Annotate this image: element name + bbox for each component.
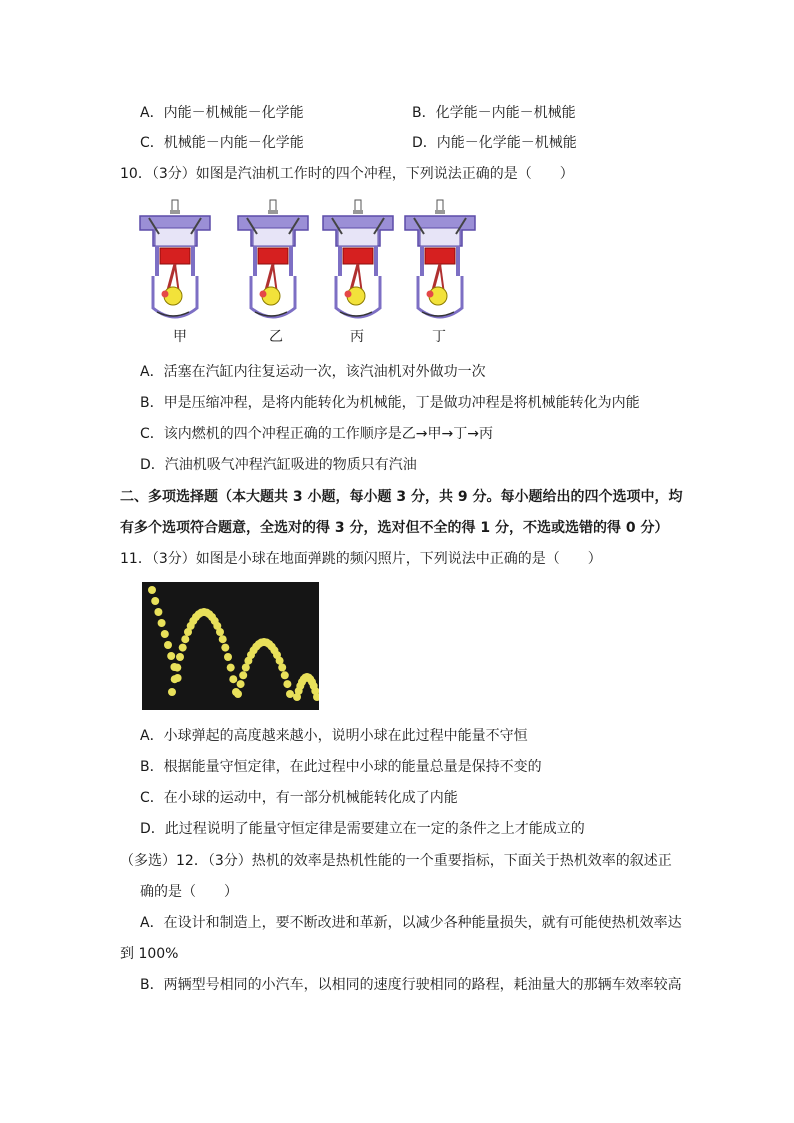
ball-image [234, 690, 242, 698]
ball-image [227, 664, 235, 672]
ball-image [173, 664, 181, 672]
ball-image [179, 644, 187, 652]
ball-image [237, 680, 245, 688]
ball-image [278, 664, 286, 672]
q12-option-a-line2: 到 100% [120, 946, 179, 962]
q10-option-d: D．汽油机吸气冲程汽缸吸进的物质只有汽油 [140, 457, 417, 473]
stroke-label-ding: 丁 [432, 329, 446, 345]
ball-image [176, 653, 184, 661]
ball-image [151, 597, 159, 605]
stroke-label-yi: 乙 [269, 329, 283, 345]
q12-option-b: B．两辆型号相同的小汽车，以相同的速度行驶相同的路程，耗油量大的那辆车效率较高 [140, 977, 682, 993]
ball-image [219, 635, 227, 643]
engine-stroke-ding [405, 200, 475, 317]
q9-option-d: D．内能－化学能－机械能 [412, 135, 577, 151]
q12-stem-line2: 确的是（ ） [140, 884, 238, 900]
q11-option-c: C．在小球的运动中，有一部分机械能转化成了内能 [140, 790, 458, 806]
engine-strokes-figure [135, 198, 480, 348]
ball-image [154, 608, 162, 616]
ball-image [283, 680, 291, 688]
ball-image [224, 653, 232, 661]
ball-image [171, 675, 179, 683]
ball-image [281, 671, 289, 679]
section2-heading-line1: 二、多项选择题（本大题共 3 小题，每小题 3 分，共 9 分。每小题给出的四个选项中，均 [120, 489, 683, 505]
bouncing-ball-photo [142, 582, 319, 710]
ball-image [216, 628, 224, 636]
stroke-label-jia: 甲 [173, 329, 187, 345]
q10-stem: 10．（3分）如图是汽油机工作时的四个冲程，下列说法正确的是（ ） [120, 166, 574, 182]
ball-image [286, 690, 294, 698]
engine-stroke-yi [238, 200, 308, 317]
section2-heading-line2: 有多个选项符合题意，全选对的得 3 分，选对但不全的得 1 分，不选或选错的得 0 分） [120, 520, 669, 536]
q11-option-a: A．小球弹起的高度越来越小，说明小球在此过程中能量不守恒 [140, 728, 528, 744]
engine-stroke-bing [323, 200, 393, 317]
q12-option-a-line1: A．在设计和制造上，要不断改进和革新，以减少各种能量损失，就有可能使热机效率达 [140, 915, 682, 931]
ball-image [229, 675, 237, 683]
q11-option-b: B．根据能量守恒定律，在此过程中小球的能量总量是保持不变的 [140, 759, 542, 775]
ball-image [168, 688, 176, 696]
ball-image [148, 586, 156, 594]
ball-image [221, 644, 229, 652]
ball-image [161, 630, 169, 638]
ball-image [158, 619, 166, 627]
ball-image [239, 671, 247, 679]
q9-option-a: A．内能－机械能－化学能 [140, 105, 304, 121]
q9-option-c: C．机械能－内能－化学能 [140, 135, 304, 151]
q11-option-d: D．此过程说明了能量守恒定律是需要建立在一定的条件之上才能成立的 [140, 821, 585, 837]
ball-image [164, 641, 172, 649]
q10-option-a: A．活塞在汽缸内往复运动一次，该汽油机对外做功一次 [140, 364, 486, 380]
ball-image [242, 664, 250, 672]
engine-stroke-jia [140, 200, 210, 317]
ball-image [167, 652, 175, 660]
q9-option-b: B．化学能－内能－机械能 [412, 105, 576, 121]
ball-image [181, 635, 189, 643]
q10-option-c: C．该内燃机的四个冲程正确的工作顺序是乙→甲→丁→丙 [140, 426, 493, 442]
ball-image [276, 657, 284, 665]
q12-stem-line1: （多选）12．（3分）热机的效率是热机性能的一个重要指标，下面关于热机效率的叙述正 [120, 853, 672, 869]
stroke-label-bing: 丙 [350, 329, 364, 345]
q11-stem: 11．（3分）如图是小球在地面弹跳的频闪照片，下列说法中正确的是（ ） [120, 551, 602, 567]
q10-option-b: B．甲是压缩冲程，是将内能转化为机械能，丁是做功冲程是将机械能转化为内能 [140, 395, 640, 411]
